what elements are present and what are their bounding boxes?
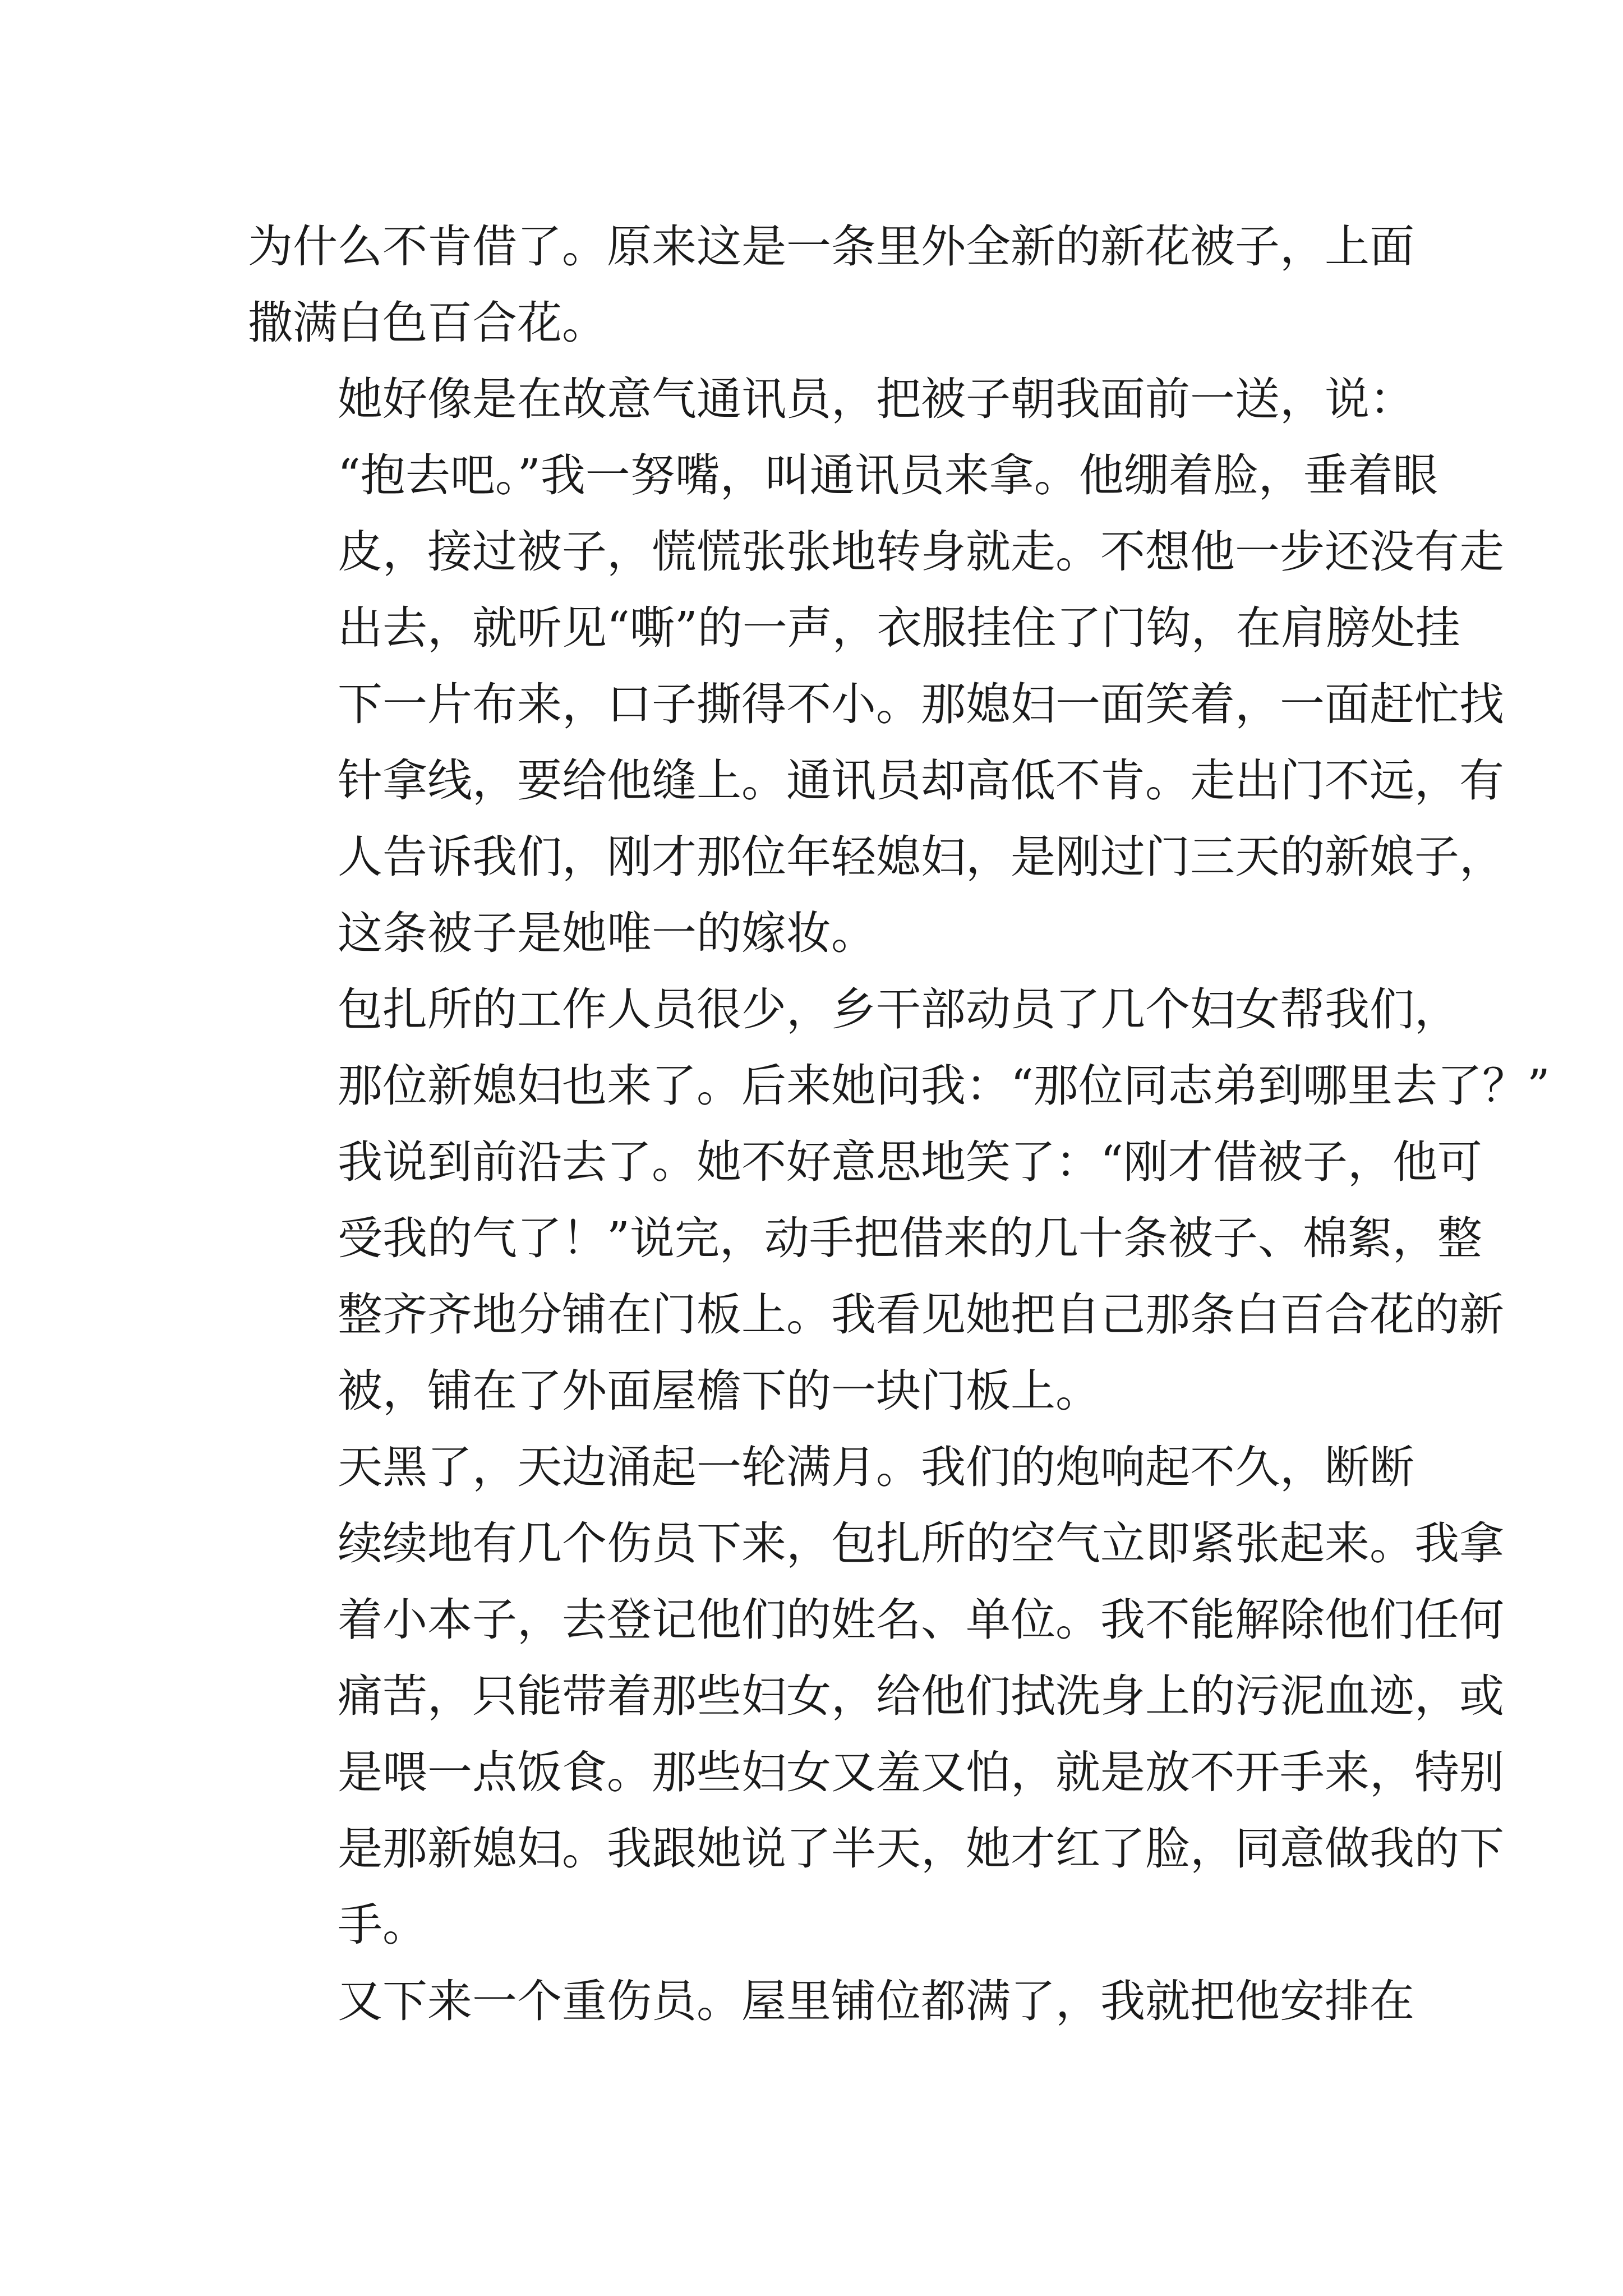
- text-line: 整齐齐地分铺在门板上。我看见她把自己那条白百合花的新: [338, 1289, 1504, 1341]
- text-line: 手。: [338, 1899, 427, 1951]
- paragraph: [248, 1963, 1414, 2040]
- text-line: 那位新媳妇也来了。后来她问我：“那位同志弟到哪里去了？”: [338, 1060, 1550, 1112]
- text-line: 受我的气了！”说完，动手把借来的几十条被子、棉絮，整: [338, 1212, 1482, 1264]
- text-line: 她好像是在故意气通讯员，把被子朝我面前一送，说：: [338, 373, 1414, 425]
- text-line: 为什么不肯借了。原来这是一条里外全新的新花被子，上面: [248, 220, 1414, 273]
- text-line: 人告诉我们，刚才那位年轻媳妇，是刚过门三天的新娘子，: [338, 831, 1504, 883]
- paragraph: [248, 972, 1550, 1429]
- text-line: 是喂一点饭食。那些妇女又羞又怕，就是放不开手来，特别: [338, 1746, 1504, 1798]
- text-line: “抱去吧。”我一努嘴，叫通讯员来拿。他绷着脸，垂着眼: [338, 449, 1438, 501]
- text-line: 皮，接过被子，慌慌张张地转身就走。不想他一步还没有走: [338, 526, 1504, 578]
- text-line: 我说到前沿去了。她不好意思地笑了：“刚才借被子，他可: [338, 1136, 1482, 1188]
- paragraph: [248, 209, 1414, 361]
- paragraph: [248, 1429, 1504, 1963]
- text-line: 针拿线，要给他缝上。通讯员却高低不肯。走出门不远，有: [338, 754, 1504, 807]
- text-line: 又下来一个重伤员。屋里铺位都满了，我就把他安排在: [338, 1975, 1414, 2027]
- text-line: 是那新媳妇。我跟她说了半天，她才红了脸，同意做我的下: [338, 1823, 1504, 1875]
- text-line: 着小本子，去登记他们的姓名、单位。我不能解除他们任何: [338, 1594, 1504, 1646]
- text-line: 天黑了，天边涌起一轮满月。我们的炮响起不久，断断: [338, 1441, 1414, 1493]
- paragraph: [248, 361, 1504, 972]
- text-line: 撒满白色百合花。: [248, 297, 607, 349]
- text-line: 痛苦，只能带着那些妇女，给他们拭洗身上的污泥血迹，或: [338, 1670, 1504, 1722]
- text-line: 包扎所的工作人员很少，乡干部动员了几个妇女帮我们，: [338, 983, 1459, 1036]
- text-line: 出去，就听见“嘶”的一声，衣服挂住了门钩，在肩膀处挂: [338, 602, 1460, 654]
- text-line: 被，铺在了外面屋檐下的一块门板上。: [338, 1365, 1100, 1417]
- text-line: 下一片布来，口子撕得不小。那媳妇一面笑着，一面赶忙找: [338, 678, 1504, 730]
- text-line: 续续地有几个伤员下来，包扎所的空气立即紧张起来。我拿: [338, 1517, 1504, 1570]
- text-line: 这条被子是她唯一的嫁妆。: [338, 907, 876, 959]
- document-body: [248, 209, 1550, 2040]
